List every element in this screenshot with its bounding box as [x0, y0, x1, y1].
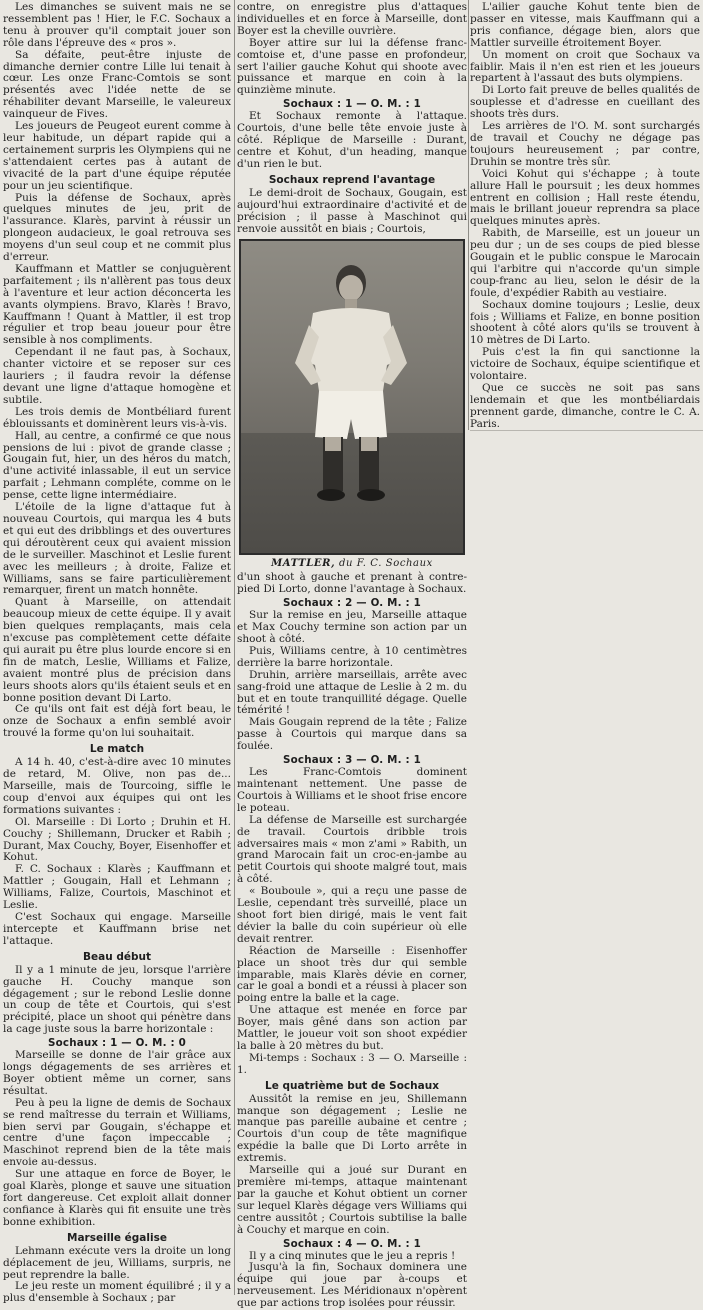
- article-paragraph: Le jeu reste un moment équilibré ; il y a plus d'ensemble à Sochaux ; par: [3, 1280, 231, 1305]
- article-paragraph: Les arrières de l'O. M. sont surchargés de travail et Couchy ne dégage pas toujours heureusement ; par contre, Druhin se montre très sûr.: [470, 120, 700, 168]
- player-photo-block: [239, 239, 465, 569]
- score-line: Sochaux : 4 — O. M. : 1: [283, 1237, 421, 1250]
- article-paragraph: Puis la défense de Sochaux, après quelques minutes de jeu, prit de l'assurance. Klarès, parvint à réussir un plongeon audacieux, le goal retrouva ses moyens d'un seul coup et ne commit plus d'erreur.: [3, 191, 231, 264]
- article-paragraph: Puis, Williams centre, à 10 centimètres derrière la barre horizontale.: [237, 644, 467, 669]
- article-paragraph: Jusqu'à la fin, Sochaux dominera une équipe qui joue par à-coups et nerveusement. Les Méridionaux n'opèrent que par actions trop isolées pour réussir.: [237, 1261, 467, 1310]
- player-photo: [239, 239, 465, 555]
- article-paragraph: Et Sochaux remonte à l'attaque. Courtois, d'une belle tête envoie juste à côté. Réplique de Marseille : Durant, centre et Kohut, d'un heading, manque d'un rien le but.: [237, 110, 467, 170]
- article-paragraph: Voici Kohut qui s'échappe ; à toute allure Hall le poursuit ; les deux hommes entrent en collision ; Hall reste étendu, mais le brillant joueur reprendra sa place quelques minutes après.: [470, 167, 700, 228]
- article-paragraph: Druhin, arrière marseillais, arrête avec sang-froid une attaque de Leslie à 2 m. du but et en toute tranquillité dégage. Quelle témérité !: [237, 668, 467, 717]
- article-paragraph: Il y a cinq minutes que le jeu a repris !: [249, 1249, 456, 1262]
- article-paragraph: Les trois demis de Montbéliard furent éblouissants et dominèrent leurs vis-à-vis.: [3, 405, 231, 430]
- article-paragraph: Réaction de Marseille : Eisenhoffer place un shoot très dur qui semble imparable, mais Klarès dévie en corner, car le goal a bondi et a réussi à placer son poing entre la balle et la cage.: [237, 944, 467, 1005]
- article-paragraph: Di Lorto fait preuve de belles qualités de souplesse et d'adresse en cueillant des shoots très durs.: [470, 84, 700, 121]
- article-paragraph: Kauffmann et Mattler se conjuguèrent parfaitement ; ils n'allèrent pas tous deux à l'aventure et leur action déconcerta les avants olympiens. Bravo, Klarès ! Bravo, Kauffmann ! Quant à Mattler, il est trop régulier et trop beau joueur pour être sensible à nos compliments.: [3, 262, 231, 347]
- article-column-3: [470, 2, 700, 430]
- score-line: Sochaux : 1 — O. M. : 0: [48, 1037, 186, 1050]
- column-2-bottom-text: [237, 572, 467, 1310]
- article-paragraph: Que ce succès ne soit pas sans lendemain et que les montbéliardais prennent garde, dimanche, contre le C. A. Paris.: [470, 382, 700, 430]
- section-heading: Sochaux reprend l'avantage: [268, 173, 436, 186]
- article-paragraph: Lehmann exécute vers la droite un long déplacement de jeu, Williams, surpris, ne peut reprendre la balle.: [3, 1244, 231, 1281]
- article-paragraph: L'ailier gauche Kohut tente bien de passer en vitesse, mais Kauffmann qui a pris confiance, dégage bien, alors que Mattler surveille étroitement Boyer.: [470, 1, 700, 49]
- article-paragraph: d'un shoot à gauche et prenant à contre-pied Di Lorto, donne l'avantage à Sochaux.: [237, 571, 467, 596]
- article-paragraph: Marseille qui a joué sur Durant en première mi-temps, attaque maintenant par la gauche et Kohut obtient un corner sur lequel Klarès dégage vers Williams qui centre aussitôt ; Courtois subtilise la balle à Couchy et marque en coin.: [237, 1164, 467, 1236]
- section-heading: Beau début: [83, 950, 151, 963]
- article-paragraph: L'étoile de la ligne d'attaque fut à nouveau Courtois, qui marqua les 4 buts et qui eut des dribblings et des ouvertures qui déroutèrent ceux qui avaient mission de le surveiller. Maschinot et Leslie furent avec les meilleurs ; à droite, Falize et Williams, sans se faire particulièrement remarquer, firent un match honnête.: [3, 501, 231, 597]
- article-paragraph: Un moment on croit que Sochaux va faiblir. Mais il n'en est rien et les joueurs repartent à l'assaut des buts olympiens.: [470, 48, 700, 85]
- article-paragraph: F. C. Sochaux : Klarès ; Kauffmann et Mattler ; Gougain, Hall et Lehmann ; Williams, Falize, Courtois, Maschinot et Leslie.: [3, 863, 231, 912]
- article-paragraph: Le demi-droit de Sochaux, Gougain, est aujourd'hui extraordinaire d'activité et de précision ; il passe à Maschinot qui renvoie aussitôt en biais ; Courtois,: [237, 186, 467, 235]
- article-paragraph: Ce qu'ils ont fait est déjà fort beau, le onze de Sochaux a enfin semblé avoir trouvé la forme qu'on lui souhaitait.: [3, 703, 231, 740]
- score-line: Sochaux : 1 — O. M. : 1: [283, 98, 421, 111]
- article-paragraph: Sur une attaque en force de Boyer, le goal Klarès, plonge et sauve une situation fort dangereuse. Cet exploit allait donner confiance à Klarès qui fit ensuite une très bonne exhibition.: [3, 1168, 231, 1228]
- column-divider: [234, 0, 235, 1295]
- article-paragraph: Mais Gougain reprend de la tête ; Falize passe à Courtois qui marque dans sa foulée.: [237, 716, 467, 753]
- photo-caption: [239, 558, 465, 569]
- article-paragraph: Rabith, de Marseille, est un joueur un peu dur ; un de ses coups de pied blesse Gougain et le public conspue le Marocain qui l'arbitre qui n'accorde qu'un simple coup-franc au lieu, selon le désir de la foule, d'expédier Rabith au vestiaire.: [470, 227, 700, 299]
- article-paragraph: Puis c'est la fin qui sanctionne la victoire de Sochaux, équipe scientifique et volontaire.: [470, 346, 700, 383]
- article-paragraph: Quant à Marseille, on attendait beaucoup mieux de cette équipe. Il y avait bien quelques remplaçants, mais cela n'excuse pas complètement cette défaite qui aurait pu être plus lourde encore si en fin de match, Leslie, Williams et Falize, avaient montré plus de précision dans leurs shoots alors qu'ils étaient seuls et en bonne position devant Di Larto.: [3, 596, 231, 704]
- article-paragraph: A 14 h. 40, c'est-à-dire avec 10 minutes de retard, M. Olive, non pas de... Marseille, mais de Tourcoing, siffle le coup d'envoi aux équipes qui ont les formations suivantes :: [3, 756, 231, 816]
- article-paragraph: Les Franc-Comtois dominent maintenant nettement. Une passe de Courtois à Williams et le shoot frise encore le poteau.: [237, 766, 467, 814]
- article-paragraph: La défense de Marseille est surchargée de travail. Courtois dribble trois adversaires mais « mon z'ami » Rabith, un grand Marocain fait un croc-en-jambe au petit Courtois qui shoote malgré tout, mais à côté.: [237, 813, 467, 886]
- article-paragraph: Marseille se donne de l'air grâce aux longs dégagements de ses arrières et Boyer obtient même un corner, sans résultat.: [3, 1049, 231, 1097]
- article-paragraph: Mi-temps : Sochaux : 3 — O. Marseille : 1.: [237, 1051, 467, 1076]
- caption-player-name: MATTLER,: [271, 558, 336, 570]
- article-column-2: [237, 1, 467, 1310]
- column-divider: [468, 0, 469, 430]
- article-paragraph: Aussitôt la remise en jeu, Shillemann manque son dégagement ; Leslie ne manque pas pareille aubaine et centre ; Courtois d'un coup de tête magnifique expédie la balle que Di Lorto arrête in extremis.: [237, 1092, 467, 1165]
- article-paragraph: C'est Sochaux qui engage. Marseille intercepte et Kauffmann brise net l'attaque.: [3, 910, 231, 947]
- article-paragraph: Peu à peu la ligne de demis de Sochaux se rend maîtresse du terrain et Williams, bien servi par Gougain, s'échappe et centre d'une façon impeccable ; Maschinot reprend bien de la tête mais envoie au-dessus.: [3, 1096, 231, 1169]
- article-paragraph: Il y a 1 minute de jeu, lorsque l'arrière gauche H. Couchy manque son dégagement ; sur le rebond Leslie donne un coup de tête et Courtois, qui s'est précipité, place un shoot qui pénètre dans la cage juste sous la barre horizontale :: [3, 963, 231, 1036]
- article-paragraph: Une attaque est menée en force par Boyer, mais gêné dans son action par Mattler, le joueur voit son shoot expédier la balle à 20 mètres du but.: [237, 1004, 467, 1052]
- score-line: Sochaux : 2 — O. M. : 1: [283, 597, 421, 610]
- article-paragraph: « Bouboule », qui a reçu une passe de Leslie, cependant très surveillé, place un shoot fort bien dirigé, mais le vent fait dévier la balle du coin supérieur où elle devait rentrer.: [237, 885, 467, 945]
- article-column-1: [3, 1, 231, 1305]
- score-line: Sochaux : 3 — O. M. : 1: [283, 754, 421, 767]
- article-paragraph: Les joueurs de Peugeot eurent comme à leur habitude, un départ rapide qui a certainement surpris les Olympiens qui ne s'attendaient certes pas à autant de vivacité de la part d'une équipe réputée pour un jeu scientifique.: [3, 120, 231, 192]
- article-paragraph: Cependant il ne faut pas, à Sochaux, chanter victoire et se reposer sur ces lauriers ; il faudra revoir la défense devant une ligne d'attaque homogène et subtile.: [3, 346, 231, 406]
- section-heading: Le quatrième but de Sochaux: [265, 1079, 439, 1092]
- column-2-top-text: [237, 2, 467, 235]
- article-paragraph: Hall, au centre, a confirmé ce que nous pensions de lui : pivot de grande classe ; Gougain fut, hier, un des héros du match, d'une activité inlassable, il eut un service parfait ; Lehmann compléte, comme on le pense, cette ligne intermédiaire.: [3, 429, 231, 502]
- section-heading: Marseille égalise: [67, 1231, 167, 1244]
- article-paragraph: Sochaux domine toujours ; Leslie, deux fois ; Williams et Falize, en bonne position shootent à côté alors qu'ils se trouvent à 10 mètres de Di Larto.: [470, 298, 700, 347]
- article-paragraph: contre, on enregistre plus d'attaques individuelles et en force à Marseille, dont Boyer est la cheville ouvrière.: [237, 1, 467, 37]
- section-heading: Le match: [89, 743, 145, 756]
- caption-club: du F. C. Sochaux: [338, 558, 433, 570]
- footballer-figure: [241, 241, 463, 553]
- article-paragraph: Ol. Marseille : Di Lorto ; Druhin et H. Couchy ; Shillemann, Drucker et Rabih ; Durant, Max Couchy, Boyer, Eisenhoffer et Kohut.: [3, 815, 231, 864]
- article-paragraph: Boyer attire sur lui la défense franc-comtoise et, d'une passe en profondeur, sert l'ailier gauche Kohut qui shoote avec puissance et marque en coin à la quinzième minute.: [237, 36, 467, 97]
- article-paragraph: Sur la remise en jeu, Marseille attaque et Max Couchy termine son action par un shoot à côté.: [237, 609, 467, 646]
- article-paragraph: Les dimanches se suivent mais ne se ressemblent pas ! Hier, le F.C. Sochaux a tenu à prouver qu'il comptait jouer son rôle dans l'épreuve des « pros ».: [3, 1, 231, 49]
- article-paragraph: Sa défaite, peut-être injuste de dimanche dernier contre Lille lui tenait à cœur. Les onze Franc-Comtois se sont présentés avec l'idée nette de se réhabiliter devant Marseille, le valeureux vainqueur de Fives.: [3, 48, 231, 121]
